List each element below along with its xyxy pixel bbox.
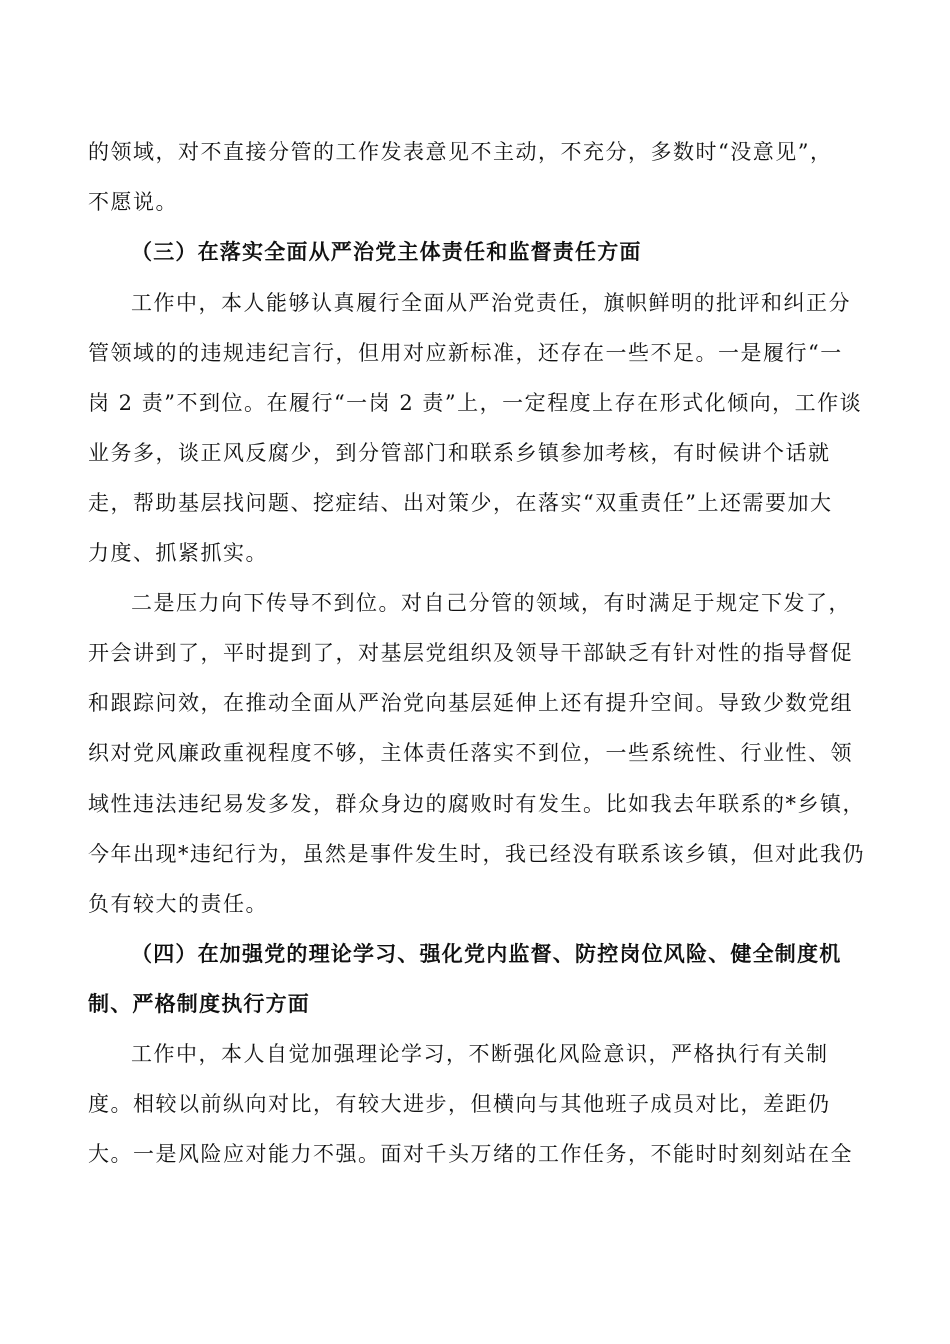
body-text-line: 织对党风廉政重视程度不够，主体责任落实不到位，一些系统性、行业性、领 bbox=[88, 741, 853, 765]
body-text-line: 工作中，本人自觉加强理论学习，不断强化风险意识，严格执行有关制 bbox=[131, 1042, 829, 1066]
body-text-line: 大。一是风险应对能力不强。面对千头万绪的工作任务，不能时时刻刻站在全 bbox=[88, 1142, 853, 1166]
body-text-line: 管领域的的违规违纪言行，但用对应新标准，还存在一些不足。一是履行“一 bbox=[88, 341, 843, 365]
body-text-line: 度。相较以前纵向对比，有较大进步，但横向与其他班子成员对比，差距仍 bbox=[88, 1092, 831, 1116]
section-heading-3: （三）在落实全面从严治党主体责任和监督责任方面 bbox=[131, 239, 642, 264]
body-text-line: 二是压力向下传导不到位。对自己分管的领域，有时满足于规定下发了， bbox=[131, 591, 851, 615]
body-text-line: 走，帮助基层找问题、挖症结、出对策少，在落实“双重责任”上还需要加大 bbox=[88, 491, 833, 515]
body-text-line: 不愿说。 bbox=[88, 190, 178, 214]
body-text-line: 域性违法违纪易发多发，群众身边的腐败时有发生。比如我去年联系的*乡镇， bbox=[88, 792, 865, 816]
body-text-line: 岗 2 责”不到位。在履行“一岗 2 责”上，一定程度上存在形式化倾向，工作谈 bbox=[88, 391, 863, 415]
body-text-line: 负有较大的责任。 bbox=[88, 892, 268, 916]
body-text-line: 业务多，谈正风反腐少，到分管部门和联系乡镇参加考核，有时候讲个话就 bbox=[88, 441, 831, 465]
body-text-line: 和跟踪问效，在推动全面从严治党向基层延伸上还有提升空间。导致少数党组 bbox=[88, 691, 853, 715]
section-heading-4: （四）在加强党的理论学习、强化党内监督、防控岗位风险、健全制度机 bbox=[131, 941, 842, 966]
section-heading-4-continued: 制、严格制度执行方面 bbox=[88, 991, 310, 1016]
body-text-line: 工作中，本人能够认真履行全面从严治党责任，旗帜鲜明的批评和纠正分 bbox=[131, 291, 851, 315]
body-text-line: 的领域，对不直接分管的工作发表意见不主动，不充分，多数时“没意见”， bbox=[88, 140, 833, 164]
body-text-line: 力度、抓紧抓实。 bbox=[88, 541, 268, 565]
body-text-line: 开会讲到了，平时提到了，对基层党组织及领导干部缺乏有针对性的指导督促 bbox=[88, 641, 853, 665]
body-text-line: 今年出现*违纪行为，虽然是事件发生时，我已经没有联系该乡镇，但对此我仍 bbox=[88, 842, 865, 866]
